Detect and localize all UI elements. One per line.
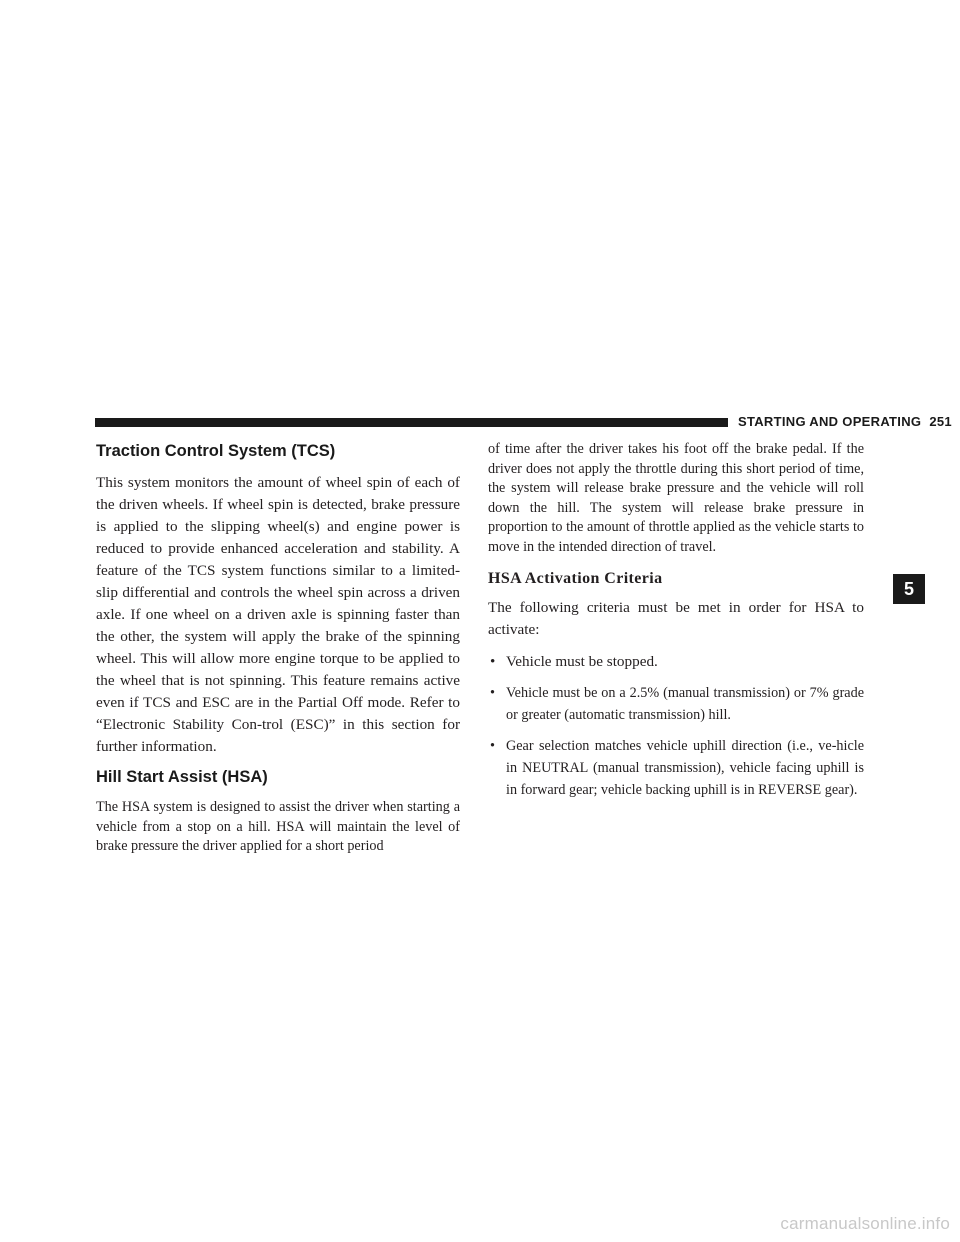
list-item	[488, 682, 864, 726]
list-item-text: Vehicle must be on a 2.5% (manual transmission) or 7% grade or greater (automatic transmission) hill.	[506, 685, 864, 723]
criteria-heading: HSA Activation Criteria	[488, 570, 663, 587]
hsa-paragraph-start: The HSA system is designed to assist the driver when starting a vehicle from a stop on a hill. HSA will maintain the level of brake pressure the driver applied for a short period	[96, 799, 460, 854]
bullet-icon: •	[490, 685, 495, 701]
tcs-paragraph: This system monitors the amount of wheel spin of each of the driven wheels. If wheel spin is detected, brake pressure is applied to the slipping wheel(s) and engine power is reduced to provide enhanced acceleration and stability. A feature of the TCS system functions similar to a limited-slip differential and controls the wheel spin across a driven axle. If one wheel on a driven axle is spinning faster than the other, the system will apply the brake of the spinning wheel. This will allow more engine torque to be applied to the wheel that is not spinning. This feature remains active even if TCS and ESC are in the Partial Off mode. Refer to “Electronic Stability Con-trol (ESC)” in this section for further information.	[96, 474, 460, 755]
list-item-text: Gear selection matches vehicle uphill direction (i.e., ve-hicle in NEUTRAL (manual transmission), vehicle facing uphill is in forward gear; vehicle backing uphill is in REVERSE gear).	[506, 738, 864, 798]
criteria-intro: The following criteria must be met in order for HSA to activate:	[488, 599, 864, 638]
hsa-paragraph-continued: of time after the driver takes his foot off the brake pedal. If the driver does not apply the throttle during this short period of time, the system will release brake pressure and the vehicle will roll down the hill. The system will release brake pressure in proportion to the amount of throttle applied as the vehicle starts to move in the intended direction of travel.	[488, 441, 864, 555]
list-item	[488, 651, 864, 673]
tcs-heading: Traction Control System (TCS)	[96, 442, 336, 460]
hsa-heading: Hill Start Assist (HSA)	[96, 768, 268, 786]
bullet-icon: •	[490, 653, 496, 670]
header-rule	[95, 418, 728, 427]
page-number: 251	[929, 414, 952, 429]
bullet-icon: •	[490, 738, 495, 754]
chapter-tab: 5	[893, 574, 925, 604]
running-header	[738, 414, 952, 429]
list-item	[488, 735, 864, 801]
left-column	[96, 440, 460, 857]
watermark[interactable]: carmanualsonline.info	[780, 1214, 950, 1233]
section-title: STARTING AND OPERATING	[738, 414, 922, 429]
criteria-list	[488, 651, 864, 801]
right-column	[488, 440, 864, 810]
list-item-text: Vehicle must be stopped.	[506, 653, 658, 670]
